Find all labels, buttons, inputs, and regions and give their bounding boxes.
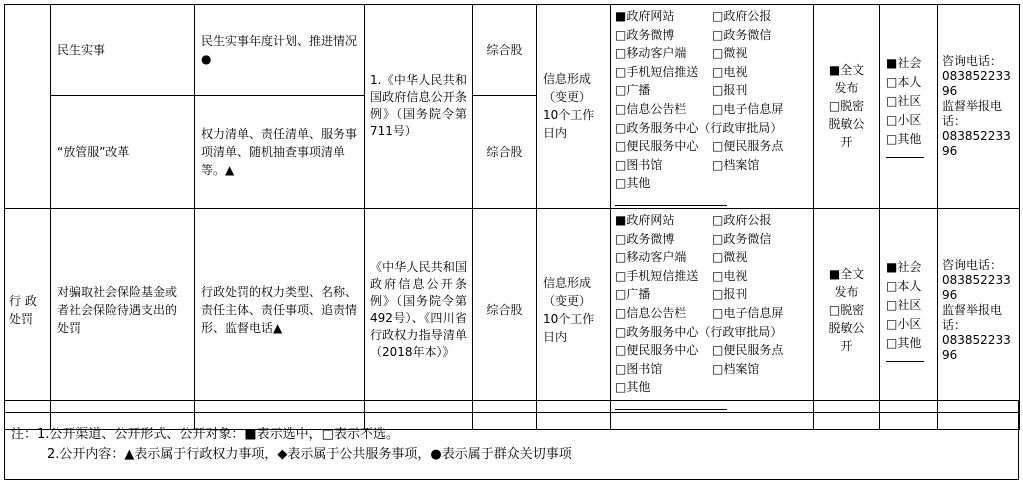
report-number: 083852233 96	[942, 332, 1011, 362]
channel-option: □手机短信推送	[615, 268, 699, 283]
table-row	[5, 5, 1020, 96]
channel-option: □报刊	[712, 287, 748, 302]
channel-option: □微视	[712, 46, 748, 61]
channel-option: □图书馆	[615, 157, 663, 172]
channel-option: □便民服务点	[712, 343, 784, 358]
subject-cell: 综合股	[473, 5, 537, 96]
form-cell	[814, 208, 880, 412]
content-cell: 行政处罚的权力类型、名称、责任主体、责任事项、追责情形、监督电话▲	[195, 208, 365, 412]
channel-cell	[611, 5, 814, 209]
channel-option: □档案馆	[712, 157, 760, 172]
consult-label: 咨询电话：	[942, 257, 1003, 272]
channel-cell	[611, 208, 814, 412]
object-option: □本人	[886, 279, 922, 294]
object-cell	[880, 5, 938, 209]
note-line-1: 注：1.公开渠道、公开形式、公开对象：■表示选中，□表示不选。	[11, 427, 399, 442]
channel-option: □政务微博	[615, 27, 675, 42]
channel-option: □移动客户端	[615, 46, 687, 61]
contact-cell	[938, 5, 1020, 209]
channel-option: ■政府网站	[615, 212, 675, 227]
channel-option: □广播	[615, 83, 651, 98]
object-option: □本人	[886, 75, 922, 90]
channel-other	[615, 174, 804, 206]
channel-options	[615, 211, 809, 410]
form-redacted: □脱密脱敏公开	[828, 303, 865, 354]
channel-option: □电视	[712, 64, 748, 79]
object-fill-line	[886, 353, 924, 362]
table-row	[5, 208, 1020, 412]
channel-option: □政务微信	[712, 27, 772, 42]
item-cell: “放管服”改革	[51, 95, 195, 208]
channel-option: □档案馆	[712, 361, 760, 376]
form-options	[829, 61, 865, 151]
channel-option: □政府公报	[712, 9, 772, 23]
object-option: □小区	[886, 317, 922, 332]
time-cell: 信息形成（变更）10个工作日内	[537, 208, 611, 412]
channel-option: □便民服务中心	[615, 139, 699, 154]
channel-option: □政务服务中心（行政审批局）	[615, 120, 783, 135]
basis-cell: 1.《中华人民共和国政府信息公开条例》（国务院令第711号）	[365, 5, 473, 209]
channel-option: □便民服务点	[712, 139, 784, 154]
contact-cell	[938, 208, 1020, 412]
channel-option: □便民服务中心	[615, 343, 699, 358]
object-option: ■社会	[886, 56, 922, 71]
form-cell	[814, 5, 880, 209]
consult-number: 083852233 96	[942, 68, 1011, 98]
time-cell: 信息形成（变更）10个工作日内	[537, 5, 611, 209]
report-label: 监督举报电话：	[942, 302, 1003, 332]
object-option: □社区	[886, 94, 922, 109]
basis-cell: 《中华人民共和国政府信息公开条例》（国务院令第492号）、《四川省行政权力指导清单（2018年本）》	[365, 208, 473, 412]
channel-option: □政府公报	[712, 212, 772, 227]
channel-option: □信息公告栏	[615, 101, 687, 116]
object-option: ■社会	[886, 260, 922, 275]
channel-option: ■政府网站	[615, 9, 675, 23]
form-full: ■全文发布	[828, 267, 865, 300]
note-line-2: 2.公开内容：▲表示属于行政权力事项，◆表示属于公共服务事项，●表示属于群众关切事项	[47, 447, 572, 462]
consult-label: 咨询电话：	[942, 53, 1003, 68]
content-cell: 民生实事年度计划、推进情况●	[195, 5, 365, 96]
channel-option: □手机短信推送	[615, 64, 699, 79]
channel-option: □电子信息屏	[712, 101, 784, 116]
channel-option: □移动客户端	[615, 250, 687, 265]
report-number: 083852233 96	[942, 128, 1011, 158]
consult-number: 083852233 96	[942, 272, 1011, 302]
channel-option: □政务微博	[615, 231, 675, 246]
channel-option: □电子信息屏	[712, 305, 784, 320]
item-cell: 对骗取社会保险基金或者社会保险待遇支出的处罚	[51, 208, 195, 412]
channel-option: □政务微信	[712, 231, 772, 246]
channel-option: □微视	[712, 250, 748, 265]
subject-cell: 综合股	[473, 208, 537, 412]
form-full: ■全文发布	[828, 63, 865, 96]
channel-option: □其他	[615, 176, 651, 191]
form-redacted: □脱密脱敏公开	[828, 99, 865, 150]
item-cell: 民生实事	[51, 5, 195, 96]
category-cell	[5, 5, 51, 209]
report-label: 监督举报电话：	[942, 98, 1003, 128]
channel-option: □广播	[615, 287, 651, 302]
channel-options	[615, 7, 809, 206]
form-options	[829, 265, 865, 355]
object-option: □其他	[886, 336, 922, 351]
other-fill-line	[615, 193, 727, 206]
channel-option: □其他	[615, 380, 651, 395]
subject-cell: 综合股	[473, 95, 537, 208]
object-fill-line	[886, 149, 924, 158]
object-option: □小区	[886, 113, 922, 128]
notes-box	[4, 400, 1019, 480]
channel-option: □电视	[712, 268, 748, 283]
object-option: □社区	[886, 298, 922, 313]
object-cell	[880, 208, 938, 412]
channel-option: □图书馆	[615, 361, 663, 376]
object-option: □其他	[886, 132, 922, 147]
content-cell: 权力清单、责任清单、服务事项清单、随机抽查事项清单等。▲	[195, 95, 365, 208]
channel-option: □信息公告栏	[615, 305, 687, 320]
channel-option: □报刊	[712, 83, 748, 98]
category-cell: 行 政 处罚	[5, 208, 51, 412]
disclosure-table	[4, 4, 1020, 430]
channel-option: □政务服务中心（行政审批局）	[615, 324, 783, 339]
